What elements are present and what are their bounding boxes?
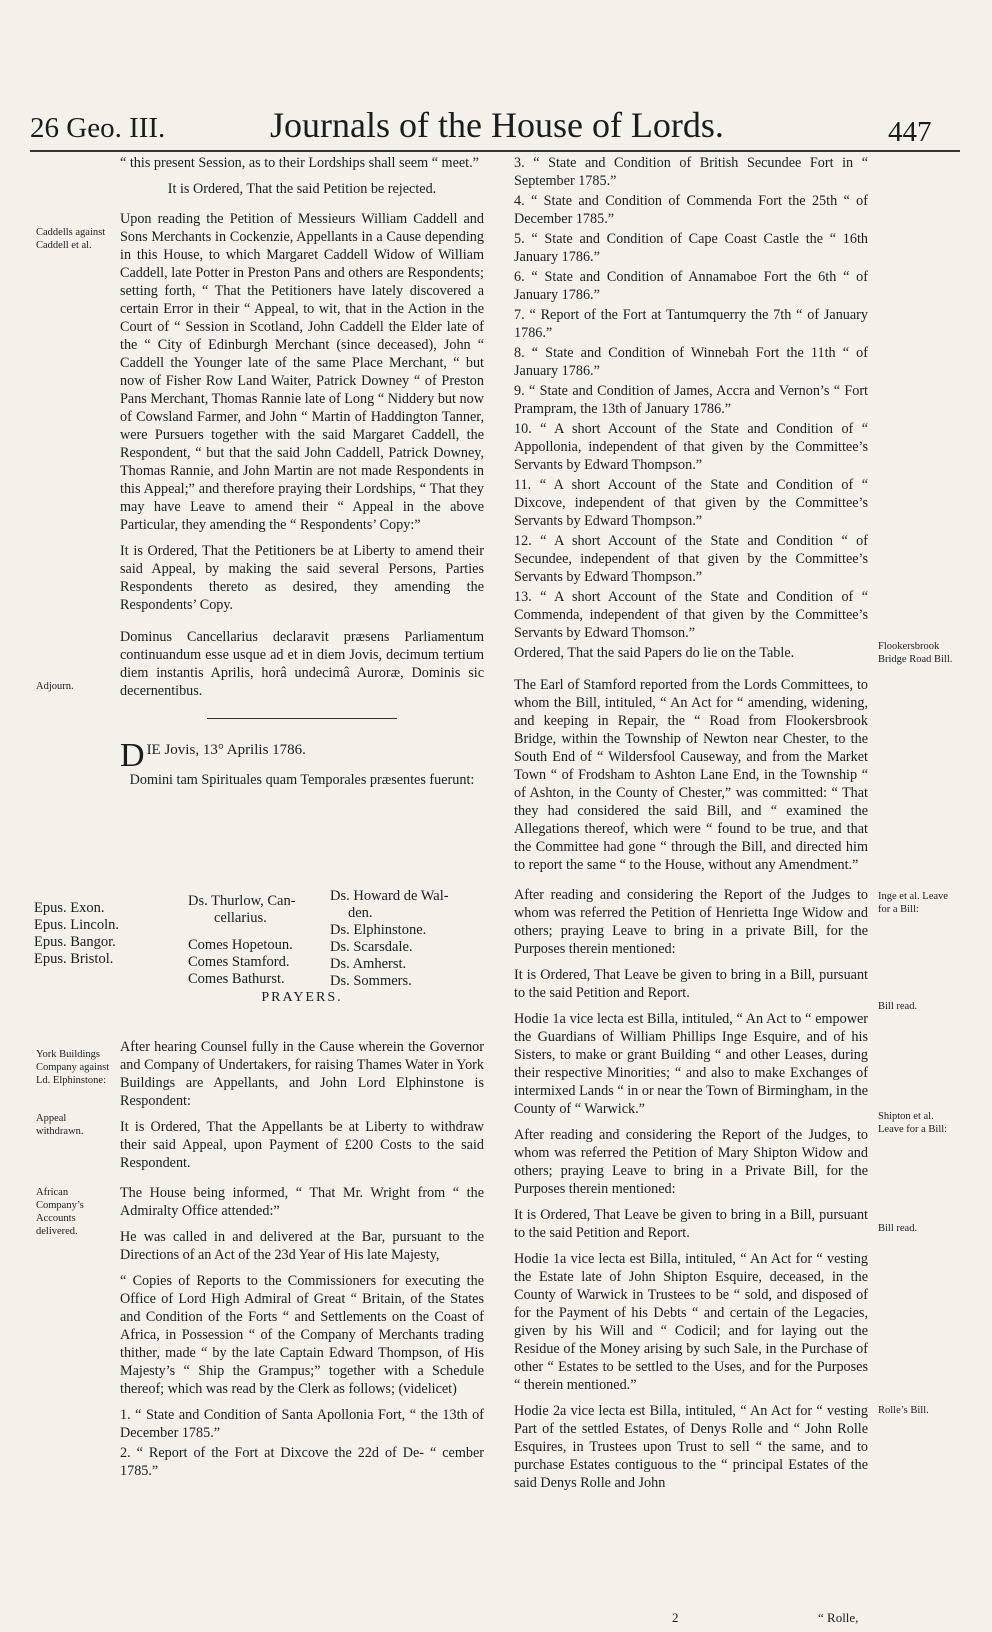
attendee: Ds. Elphinstone. — [330, 922, 427, 938]
attendee: Ds. Sommers. — [330, 973, 412, 989]
order-paragraph: Ordered, That the said Papers do lie on the Table. — [514, 645, 795, 661]
attendee-spacer — [188, 927, 296, 937]
paragraph: Hodie 2a vice lecta est Billa, intituled, “ An Act for “ vesting Part of the settled Estates, of Denys Rolle and “ John Rolle Esquires, in Trustees upon Trust to sell “ the same, and to purchase Estates contiguous to the “ principal Estates of the said Denys Rolle and John — [514, 1403, 868, 1491]
bishops-list — [34, 900, 119, 968]
attendee: Comes Bathurst. — [188, 971, 285, 987]
paragraph: He was called in and delivered at the Bar, pursuant to the Directions of an Act of the 23d Year of His late Majesty, — [120, 1229, 484, 1263]
attendee: Ds. Scarsdale. — [330, 939, 413, 955]
margin-note-african-company: African Company’s Accounts delivered. — [36, 1187, 84, 1237]
margin-note-adjourn: Adjourn. — [36, 681, 74, 692]
margin-note-bill-read-2: Bill read. — [878, 1223, 918, 1234]
signature-mark: 2 — [672, 1610, 679, 1625]
attendee: Epus. Bangor. — [34, 934, 116, 950]
margin-note-bill-read-1: Bill read. — [878, 1001, 918, 1012]
paragraph: Hodie 1a vice lecta est Billa, intituled, “ An Act for “ vesting the Estate late of John Shipton Esquire, deceased, in the County of Warwick in Trustees to be “ sold, and disposed of for the Payment of his Debts “ and certain of the Legacies, given by his Will and “ Codicil; and for laying out the Residue of the Money arising by such Sale, in the Purchase of other “ Estates to be settled to the Uses, and for the Purposes “ therein mentioned.” — [514, 1251, 868, 1393]
paragraph: “ this present Session, as to their Lordships shall seem “ meet.” — [120, 155, 479, 171]
attendee: Epus. Lincoln. — [34, 917, 119, 933]
adjournment-paragraph: Dominus Cancellarius declaravit præsens Parliamentum continuandum esse usque ad et in diem Jovis, decimum tertium diem instantis Aprilis, horâ undecimâ Auroræ, Dominis sic decernentibus. — [120, 629, 484, 699]
attendee: Ds. Amherst. — [330, 956, 407, 972]
order-paragraph: It is Ordered, That Leave be given to bring in a Bill, pursuant to the said Petition and Report. — [514, 967, 868, 1001]
lords-list-middle — [188, 893, 296, 988]
catchword: “ Rolle, — [818, 1610, 859, 1625]
list-item: 5. “ State and Condition of Cape Coast Castle the “ 16th January 1786.” — [514, 231, 868, 265]
paragraph: The Earl of Stamford reported from the Lords Committees, to whom the Bill, intituled, “ An Act for “ amending, widening, and keeping in Repair, the “ Road from Flookersbrook Bridge, within the Township of Newton near Chester, to the South End of “ Wildersfool Causeway, and from the Market Town “ of Frodsham to Ashton Lane End, in the Township “ of Ashton, in the County of Chester,” was committed: “ That they had considered the said Bill, and “ examined the Allegations thereof, which were “ found to be true, and that the Committee had gone “ through the Bill, and directed him to report the same “ to the House, without any Amendment.” — [514, 677, 868, 873]
list-item: 1. “ State and Condition of Santa Apollonia Fort, “ the 13th of December 1785.” — [120, 1407, 484, 1441]
margin-note-caddells: Caddells against Caddell et al. — [36, 227, 106, 251]
attendee: cellarius. — [214, 910, 267, 926]
list-item: 2. “ Report of the Fort at Dixcove the 22d of De- “ cember 1785.” — [120, 1445, 484, 1479]
regnal-year: 26 Geo. III. — [30, 112, 166, 144]
prayers-heading: PRAYERS. — [261, 990, 343, 1005]
attendee: Epus. Exon. — [34, 900, 105, 916]
attendee: Comes Stamford. — [188, 954, 290, 970]
paragraph: After reading and considering the Report of the Judges to whom was referred the Petition of Henrietta Inge Widow and others; praying Leave to bring in a private Bill, for the Purposes therein mentioned: — [514, 887, 868, 957]
list-item: 8. “ State and Condition of Winnebah Fort the 11th “ of January 1786.” — [514, 345, 868, 379]
margin-note-inge: Inge et al. Leave for a Bill: — [878, 891, 948, 915]
day-heading-text: IE Jovis, 13° Aprilis 1786. — [146, 742, 306, 758]
list-item: 13. “ A short Account of the State and Condition of “ Commenda, independent of that given by the Committee’s Servants by Edward Thomson.” — [514, 589, 868, 641]
margin-note-rolle: Rolle’s Bill. — [878, 1405, 929, 1416]
order-paragraph: It is Ordered, That the said Petition be rejected. — [167, 181, 437, 197]
paragraph: Hodie 1a vice lecta est Billa, intituled, “ An Act to “ empower the Guardians of William Phillips Inge Esquire, and of his Sisters, to make or grant Building “ and other Leases, during their respective Minorities; “ and also to make Exchanges of intermixed Lands “ in or near the Town of Birmingham, in the County of “ Warwick.” — [514, 1011, 868, 1117]
paragraph: Upon reading the Petition of Messieurs William Caddell and Sons Merchants in Cockenzie, Appellants in a Cause depending in this House, to which Margaret Caddell Widow of William Caddell, late Potter in Preston Pans and others are Respondents; setting forth, “ That the Petitioners have lately discovered a certain Error in their “ Appeal, to wit, that in the Action in the Court of “ Session in Scotland, John Caddell the Elder late of the “ City of Edinburgh Merchant (since deceased), John “ Caddell the Younger late of the same Place Merchant, “ but now of Fisher Row Land Waiter, Patrick Downey “ of Preston Pans Merchant, Thomas Rannie late of Long “ Niddery but now of Cowsland Farmer, and John “ Martin of Haddington Tanner, were Pursuers together with the said Margaret Caddell, the Respondent, “ but that the said John Caddell, Patrick Downey, Thomas Rannie, and John Martin are not made Respondents in this Appeal;” and therefore praying their Lordships, “ That they may have Leave to amend their “ Appeal in the above Particular, they amending the “ Respondents’ Copy:” — [120, 211, 484, 533]
list-item: 9. “ State and Condition of James, Accra and Vernon’s “ Fort Prampram, the 13th of January 1786.” — [514, 383, 868, 417]
header-rule — [30, 150, 960, 152]
drop-cap: D — [120, 737, 145, 774]
margin-note-shipton: Shipton et al. Leave for a Bill: — [878, 1111, 948, 1135]
page-number: 447 — [888, 116, 932, 148]
list-item: 7. “ Report of the Fort at Tantumquerry the 7th “ of January 1786.” — [514, 307, 868, 341]
list-item: 3. “ State and Condition of British Secundee Fort in “ September 1785.” — [514, 155, 868, 189]
present-line: Domini tam Spirituales quam Temporales præsentes fuerunt: — [129, 772, 475, 788]
journal-title: Journals of the House of Lords. — [270, 105, 724, 145]
order-paragraph: It is Ordered, That the Appellants be at Liberty to withdraw their said Appeal, upon Payment of £200 Costs to the said Respondent. — [120, 1119, 484, 1171]
day-heading — [120, 737, 484, 774]
margin-note-flookersbrook: Flookersbrook Bridge Road Bill. — [878, 641, 953, 665]
section-divider — [207, 718, 397, 719]
list-item: 4. “ State and Condition of Commenda Fort the 25th “ of December 1785.” — [514, 193, 868, 227]
paragraph: After reading and considering the Report of the Judges, to whom was referred the Petition of Mary Shipton Widow and others; praying Leave to bring in a Private Bill, for the Purposes therein mentioned: — [514, 1127, 868, 1197]
margin-note-appeal-withdrawn: Appeal withdrawn. — [36, 1113, 84, 1137]
left-column-lower — [120, 1038, 484, 1488]
paragraph: The House being informed, “ That Mr. Wright from “ the Admiralty Office attended:” — [120, 1185, 484, 1219]
margin-note-york-buildings: York Buildings Company against Ld. Elphinstone: — [36, 1049, 110, 1086]
right-column — [514, 154, 868, 1500]
attendee: Ds. Thurlow, Can- — [188, 893, 296, 909]
attendee: Ds. Howard de Wal- — [330, 888, 449, 904]
lords-list-right — [330, 888, 449, 990]
left-column — [120, 154, 484, 797]
order-paragraph: It is Ordered, That Leave be given to bring in a Bill, pursuant to the said Petition and Report. — [514, 1207, 868, 1241]
list-item: 10. “ A short Account of the State and Condition of “ Appollonia, independent of that given by the Committee’s Servants by Edward Thompson.” — [514, 421, 868, 473]
paragraph: “ Copies of Reports to the Commissioners for executing the Office of Lord High Admiral of Great “ Britain, of the States and Condition of the Forts “ and Settlements on the Coast of Africa, in Possession “ of the Company of Merchants trading thither, made “ by the late Captain Edward Thompson, of His Majesty’s “ Ship the Grampus;” together with a Schedule thereof; which was read by the Clerk as follows; (videlicet) — [120, 1273, 484, 1397]
attendee: Epus. Bristol. — [34, 951, 114, 967]
order-paragraph: It is Ordered, That the Petitioners be at Liberty to amend their said Appeal, by making the said several Persons, Parties Respondents thereto as desired, they amending the Respondents’ Copy. — [120, 543, 484, 613]
attendee: Comes Hopetoun. — [188, 937, 293, 953]
list-item: 12. “ A short Account of the State and Condition “ of Secundee, independent of that given by the Committee’s Servants by Edward Thompson.” — [514, 533, 868, 585]
attendee: den. — [348, 905, 373, 921]
paragraph: After hearing Counsel fully in the Cause wherein the Governor and Company of Undertakers, for raising Thames Water in York Buildings are Appellants, and John Lord Elphinstone is Respondent: — [120, 1039, 484, 1109]
list-item: 6. “ State and Condition of Annamaboe Fort the 6th “ of January 1786.” — [514, 269, 868, 303]
list-item: 11. “ A short Account of the State and Condition of “ Dixcove, independent of that given by the Committee’s Servants by Edward Thompson.” — [514, 477, 868, 529]
